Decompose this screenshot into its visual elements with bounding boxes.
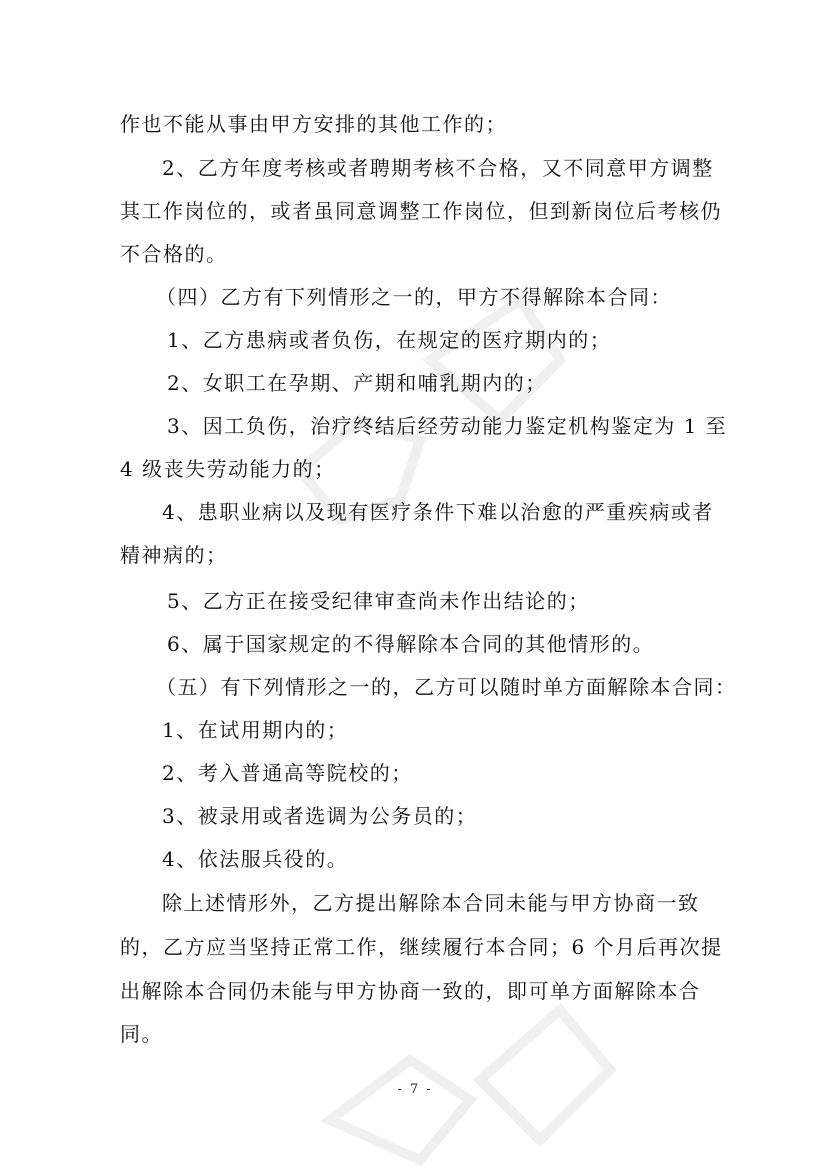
body-line-3: 其工作岗位的，或者虽同意调整工作岗位，但到新岗位后考核仍 xyxy=(120,199,722,223)
body-line-1: 作也不能从事由甲方安排的其他工作的； xyxy=(120,112,507,136)
body-line-4: 不合格的。 xyxy=(120,242,228,266)
body-line-8: 3、因工负伤，治疗终结后经劳动能力鉴定机构鉴定为 1 至 xyxy=(167,414,728,438)
section-heading-4: （四）乙方有下列情形之一的，甲方不得解除本合同： xyxy=(156,285,672,309)
body-line-20: 的，乙方应当坚持正常工作，继续履行本合同；6 个月后再次提 xyxy=(120,935,723,959)
body-line-12: 5、乙方正在接受纪律审查尚未作出结论的； xyxy=(167,589,590,613)
body-line-9: 4 级丧失劳动能力的； xyxy=(120,457,336,481)
body-line-19: 除上述情形外，乙方提出解除本合同未能与甲方协商一致 xyxy=(162,891,700,915)
body-line-18: 4、依法服兵役的。 xyxy=(162,847,349,871)
body-line-7: 2、女职工在孕期、产期和哺乳期内的； xyxy=(167,371,547,395)
page-number: - 7 - xyxy=(397,1082,433,1097)
body-line-16: 2、考入普通高等院校的； xyxy=(162,761,413,785)
body-line-11: 精神病的； xyxy=(120,543,228,567)
section-heading-5: （五）有下列情形之一的，乙方可以随时单方面解除本合同： xyxy=(156,675,737,699)
body-line-15: 1、在试用期内的； xyxy=(162,718,349,742)
body-line-22: 同。 xyxy=(120,1022,163,1046)
body-line-2: 2、乙方年度考核或者聘期考核不合格，又不同意甲方调整 xyxy=(162,156,714,180)
body-line-10: 4、患职业病以及现有医疗条件下难以治愈的严重疾病或者 xyxy=(162,500,714,524)
body-line-17: 3、被录用或者选调为公务员的； xyxy=(162,804,478,828)
body-line-21: 出解除本合同仍未能与甲方协商一致的，即可单方面解除本合 xyxy=(120,979,701,1003)
body-line-13: 6、属于国家规定的不得解除本合同的其他情形的。 xyxy=(167,632,655,656)
body-line-6: 1、乙方患病或者负伤，在规定的医疗期内的； xyxy=(167,328,612,352)
